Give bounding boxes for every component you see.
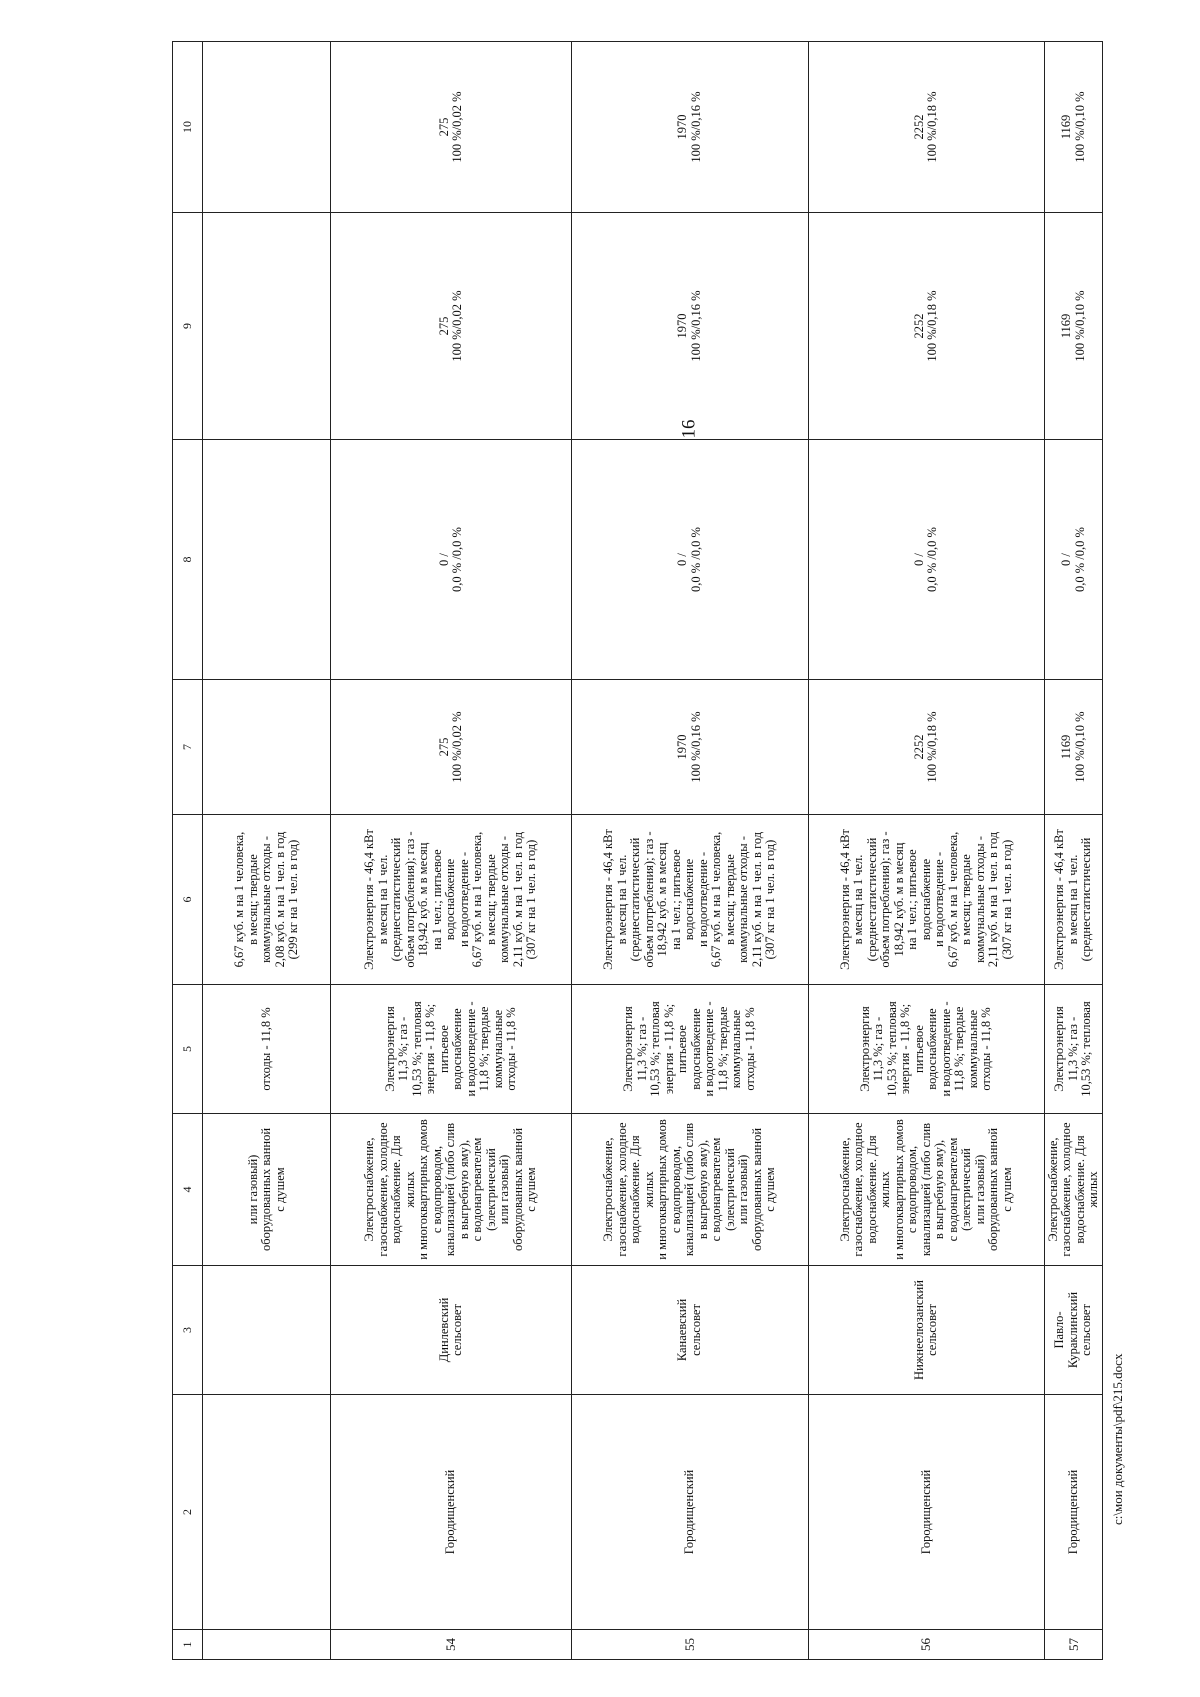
table-cell	[203, 440, 331, 680]
value-cell: 1970 100 %/0,16 %	[571, 213, 808, 440]
header-cell: 2	[173, 1395, 203, 1630]
value-cell: 0 / 0,0 % /0,0 %	[571, 440, 808, 680]
consumption-cell: Электроэнергия - 46,4 кВт в месяц на 1 чел. (среднестатистический объем потребления); газ - 18,942 куб. м в месяц на 1 чел.; питьевое водоснабжение и водоотведение - 6,67 куб. м на 1 человека, в месяц; твердые коммунальные отходы - 2,11 куб. м на 1 чел. в год (307 кг на 1 чел. в год)	[571, 815, 808, 985]
row-number-cell: 56	[808, 1630, 1045, 1660]
table-row	[571, 42, 808, 1660]
services-cell: Электроснабжение, газоснабжение, холодное водоснабжение. Для жилых и многоквартирных домов с водопроводом, канализацией (либо слив в выгребную яму), с водонагревателем (электрический или газовый) оборудованных ванной с душем	[571, 1114, 808, 1266]
header-cell: 6	[173, 815, 203, 985]
services-cell: Электроснабжение, газоснабжение, холодное водоснабжение. Для жилых	[1045, 1114, 1103, 1266]
growth-index-cell: Электроэнергия 11,3 %; газ - 10,53 %; тепловая энергия - 11,8 %; питьевое водоснабжение и водоотведение - 11,8 %; твердые коммунальные отходы - 11,8 %	[808, 985, 1045, 1114]
district-cell: Городищенский	[571, 1395, 808, 1630]
district-cell: Городищенский	[808, 1395, 1045, 1630]
value-cell: 2252 100 %/0,18 %	[808, 680, 1045, 815]
services-cell: или газовый) оборудованных ванной с душем	[203, 1114, 331, 1266]
consumption-cell: Электроэнергия - 46,4 кВт в месяц на 1 чел. (среднестатистический объем потребления); газ - 18,942 куб. м в месяц на 1 чел.; питьевое водоснабжение и водоотведение - 6,67 куб. м на 1 человека, в месяц; твердые коммунальные отходы - 2,11 куб. м на 1 чел. в год (307 кг на 1 чел. в год)	[331, 815, 572, 985]
growth-index-cell: Электроэнергия 11,3 %; газ - 10,53 %; тепловая энергия - 11,8 %; питьевое водоснабжение и водоотведение - 11,8 %; твердые коммунальные отходы - 11,8 %	[331, 985, 572, 1114]
header-row	[173, 42, 203, 1660]
value-cell: 2252 100 %/0,18 %	[808, 213, 1045, 440]
growth-index-cell: Электроэнергия 11,3 %; газ - 10,53 %; тепловая	[1045, 985, 1103, 1114]
value-cell: 275 100 %/0,02 %	[331, 42, 572, 213]
row-number-cell: 55	[571, 1630, 808, 1660]
table-cell	[203, 1630, 331, 1660]
value-cell: 1970 100 %/0,16 %	[571, 680, 808, 815]
tariff-table	[172, 41, 1103, 1660]
settlement-cell: Павло- Кураклинский сельсовет	[1045, 1266, 1103, 1395]
table-cell	[203, 213, 331, 440]
growth-index-cell: отходы - 11,8 %	[203, 985, 331, 1114]
header-cell: 9	[173, 213, 203, 440]
services-cell: Электроснабжение, газоснабжение, холодное водоснабжение. Для жилых и многоквартирных домов с водопроводом, канализацией (либо слив в выгребную яму), с водонагревателем (электрический или газовый) оборудованных ванной с душем	[808, 1114, 1045, 1266]
table-cell	[203, 1395, 331, 1630]
value-cell: 275 100 %/0,02 %	[331, 680, 572, 815]
continuation-row	[203, 42, 331, 1660]
header-cell: 10	[173, 42, 203, 213]
value-cell: 1169 100 %/0,10 %	[1045, 680, 1103, 815]
table-container	[172, 42, 1103, 1660]
row-number-cell: 57	[1045, 1630, 1103, 1660]
value-cell: 0 / 0,0 % /0,0 %	[1045, 440, 1103, 680]
table-cell	[203, 680, 331, 815]
services-cell: Электроснабжение, газоснабжение, холодное водоснабжение. Для жилых и многоквартирных домов с водопроводом, канализацией (либо слив в выгребную яму), с водонагревателем (электрический или газовый) оборудованных ванной с душем	[331, 1114, 572, 1266]
table-row	[1045, 42, 1103, 1660]
table-cell	[203, 1266, 331, 1395]
row-number-cell: 54	[331, 1630, 572, 1660]
value-cell: 0 / 0,0 % /0,0 %	[331, 440, 572, 680]
settlement-cell: Канаевский сельсовет	[571, 1266, 808, 1395]
table-row	[331, 42, 572, 1660]
footer-file-path: c:\мои документы\pdf\215.docx	[1110, 1353, 1125, 1525]
value-cell: 275 100 %/0,02 %	[331, 213, 572, 440]
header-cell: 8	[173, 440, 203, 680]
value-cell: 1970 100 %/0,16 %	[571, 42, 808, 213]
value-cell: 1169 100 %/0,10 %	[1045, 213, 1103, 440]
value-cell: 1169 100 %/0,10 %	[1045, 42, 1103, 213]
consumption-cell: Электроэнергия - 46,4 кВт в месяц на 1 чел. (среднестатистический	[1045, 815, 1103, 985]
table-row	[808, 42, 1045, 1660]
settlement-cell: Динлевский сельсовет	[331, 1266, 572, 1395]
district-cell: Городищенский	[331, 1395, 572, 1630]
header-cell: 1	[173, 1630, 203, 1660]
growth-index-cell: Электроэнергия 11,3 %; газ - 10,53 %; тепловая энергия - 11,8 %; питьевое водоснабжение и водоотведение - 11,8 %; твердые коммунальные отходы - 11,8 %	[571, 985, 808, 1114]
consumption-cell: Электроэнергия - 46,4 кВт в месяц на 1 чел. (среднестатистический объем потребления); газ - 18,942 куб. м в месяц на 1 чел.; питьевое водоснабжение и водоотведение - 6,67 куб. м на 1 человека, в месяц; твердые коммунальные отходы - 2,11 куб. м на 1 чел. в год (307 кг на 1 чел. в год)	[808, 815, 1045, 985]
header-cell: 7	[173, 680, 203, 815]
value-cell: 2252 100 %/0,18 %	[808, 42, 1045, 213]
header-cell: 5	[173, 985, 203, 1114]
page-number: 16	[678, 419, 700, 439]
settlement-cell: Нижнеелюзанский сельсовет	[808, 1266, 1045, 1395]
header-cell: 4	[173, 1114, 203, 1266]
district-cell: Городищенский	[1045, 1395, 1103, 1630]
consumption-cell: 6,67 куб. м на 1 человека, в месяц; твердые коммунальные отходы - 2,08 куб. м на 1 чел. в год (299 кг на 1 чел. в год)	[203, 815, 331, 985]
value-cell: 0 / 0,0 % /0,0 %	[808, 440, 1045, 680]
header-cell: 3	[173, 1266, 203, 1395]
table-cell	[203, 42, 331, 213]
